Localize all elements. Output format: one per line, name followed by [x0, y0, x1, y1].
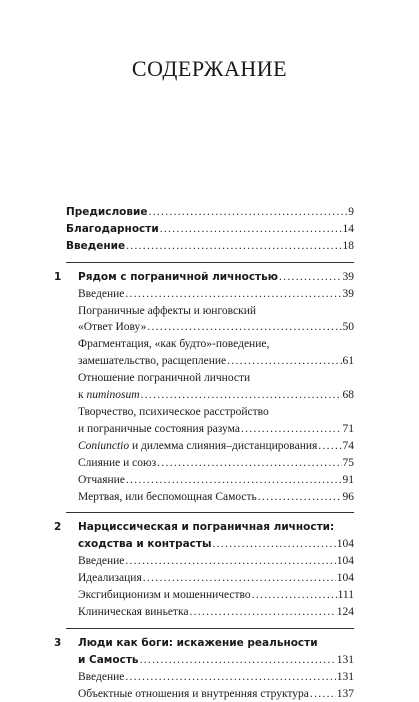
- toc-label: и пограничные состояния разума: [78, 422, 240, 435]
- toc-page: 104: [336, 538, 354, 551]
- leader-dots: [189, 604, 335, 621]
- toc-subentry[interactable]: [78, 387, 354, 404]
- toc-subentry[interactable]: [78, 669, 354, 686]
- toc-page: 39: [342, 287, 354, 300]
- toc-page: 124: [336, 605, 354, 618]
- toc-page: 18: [342, 239, 354, 252]
- toc-label: замешательство, расщепление: [78, 355, 227, 368]
- toc-page: 91: [342, 473, 354, 486]
- toc-subentry-line1: Отношение пограничной личности: [78, 372, 251, 385]
- toc-label: Объектные отношения и внутренняя структура: [78, 687, 309, 700]
- chapter-title-line1: Люди как боги: искажение реальности: [78, 636, 318, 649]
- toc-label: Слияние и союз: [78, 456, 157, 469]
- chapter-3: [54, 635, 354, 702]
- leader-dots: [279, 269, 342, 286]
- toc-entry-introduction[interactable]: [66, 238, 354, 255]
- toc-label-italic: numinosum: [86, 389, 140, 402]
- toc-page: 68: [342, 389, 354, 402]
- toc-subentry[interactable]: [78, 455, 354, 472]
- toc-label: Введение: [78, 555, 125, 568]
- toc-page: 9: [348, 206, 354, 218]
- toc-label-prefix: к: [78, 389, 87, 402]
- toc-label-italic: Coniunctio: [78, 439, 130, 452]
- toc-subentry[interactable]: [78, 604, 354, 621]
- toc-page: 50: [342, 321, 354, 334]
- toc-entry-acknowledgements[interactable]: [66, 221, 354, 238]
- toc-page: 74: [342, 439, 354, 452]
- toc-label: Введение: [78, 670, 125, 683]
- toc-subentry-line1: Пограничные аффекты и юнговский: [78, 304, 257, 317]
- leader-dots: [125, 286, 341, 303]
- toc-page: 39: [342, 270, 354, 283]
- toc-subentry[interactable]: [78, 438, 354, 455]
- chapter-number: 2: [54, 521, 62, 534]
- toc-page: 104: [336, 572, 354, 585]
- toc-page: 96: [342, 490, 354, 503]
- toc-label: Отчаяние: [78, 473, 125, 486]
- chapter-1: [54, 269, 354, 506]
- divider: [66, 628, 354, 629]
- page-title: СОДЕРЖАНИЕ: [131, 56, 288, 81]
- table-of-contents: [54, 204, 354, 702]
- leader-dots: [147, 319, 341, 336]
- toc-page: 131: [336, 670, 354, 683]
- chapter-title-row[interactable]: [78, 269, 354, 286]
- toc-subentry-line1: Фрагментация, «как будто»-поведение,: [78, 338, 270, 351]
- toc-page: 61: [342, 355, 354, 368]
- chapter-title: сходства и контрасты: [78, 538, 212, 551]
- toc-label: Клиническая виньетка: [78, 605, 189, 618]
- chapter-number: 1: [54, 270, 62, 283]
- toc-subentry-line1: Творчество, психическое расстройство: [78, 405, 269, 418]
- leader-dots: [126, 472, 342, 489]
- leader-dots: [149, 204, 348, 221]
- toc-page: 104: [336, 555, 354, 568]
- toc-subentry[interactable]: [78, 686, 354, 702]
- toc-label: Идеализация: [78, 572, 142, 585]
- leader-dots: [318, 438, 341, 455]
- leader-dots: [143, 570, 336, 587]
- toc-subentry[interactable]: [78, 472, 354, 489]
- toc-label: [78, 387, 140, 404]
- toc-subentry[interactable]: [78, 553, 354, 570]
- toc-label: Введение: [78, 287, 125, 300]
- chapter-title: и Самость: [78, 653, 139, 666]
- leader-dots: [310, 686, 336, 702]
- toc-page: 75: [342, 456, 354, 469]
- divider: [66, 262, 354, 263]
- toc-subentry[interactable]: [78, 489, 354, 506]
- leader-dots: [125, 553, 335, 570]
- toc-label-rest: и дилемма слияния–дистанцирования: [129, 439, 318, 452]
- chapter-title-row[interactable]: [78, 536, 354, 553]
- toc-subentry[interactable]: [78, 353, 354, 370]
- leader-dots: [125, 669, 335, 686]
- toc-page: 71: [342, 422, 354, 435]
- toc-subentry[interactable]: [78, 421, 354, 438]
- leader-dots: [160, 221, 342, 238]
- leader-dots: [227, 353, 341, 370]
- leader-dots: [141, 387, 342, 404]
- toc-page: 111: [337, 589, 354, 602]
- leader-dots: [126, 238, 341, 255]
- chapter-title-row[interactable]: [78, 652, 354, 669]
- chapter-title: Рядом с пограничной личностью: [78, 270, 278, 283]
- toc-subentry[interactable]: [78, 570, 354, 587]
- divider: [66, 512, 354, 513]
- toc-label: [78, 438, 317, 455]
- toc-page: 137: [336, 687, 354, 700]
- toc-label: Предисловие: [66, 206, 148, 218]
- toc-label: Введение: [66, 239, 126, 252]
- toc-label: Эксгибиционизм и мошенничество: [78, 589, 251, 602]
- toc-entry-preface[interactable]: [66, 204, 354, 221]
- chapter-number: 3: [54, 636, 62, 649]
- toc-page: 131: [336, 653, 354, 666]
- leader-dots: [213, 536, 336, 553]
- toc-label: «Ответ Иову»: [78, 321, 147, 334]
- leader-dots: [140, 652, 336, 669]
- toc-page: 14: [342, 222, 354, 235]
- leader-dots: [252, 587, 337, 604]
- toc-label: Благодарности: [66, 222, 159, 235]
- chapter-title-line1: Нарциссическая и пограничная личности:: [78, 521, 335, 534]
- leader-dots: [157, 455, 341, 472]
- leader-dots: [241, 421, 342, 438]
- chapter-2: [54, 519, 354, 620]
- toc-subentry[interactable]: [78, 319, 354, 336]
- toc-label: Мертвая, или беспомощная Самость: [78, 490, 257, 503]
- leader-dots: [258, 489, 342, 506]
- toc-subentry[interactable]: [78, 286, 354, 303]
- toc-subentry[interactable]: [78, 587, 354, 604]
